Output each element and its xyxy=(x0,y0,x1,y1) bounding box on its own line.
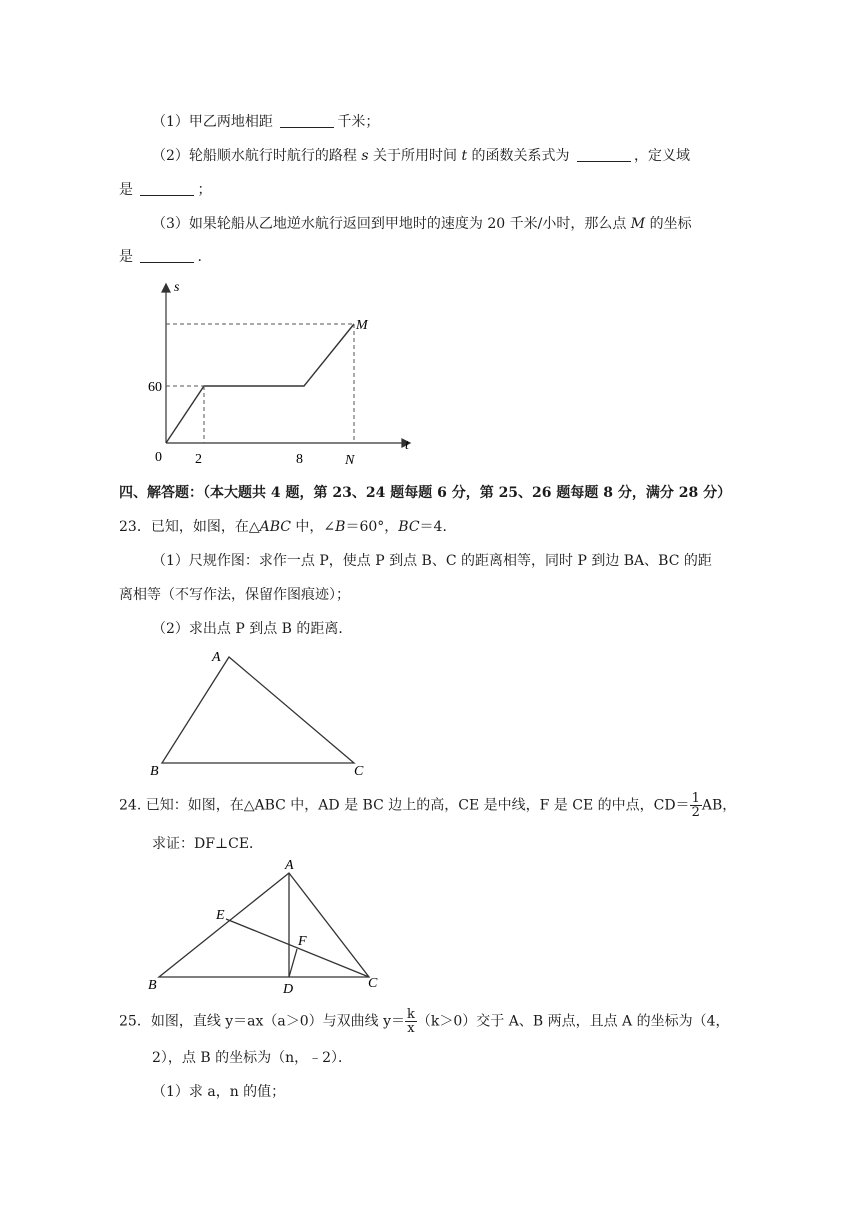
t-axis-label: t xyxy=(405,438,409,453)
q22-part1: （1）甲乙两地相距 千米； xyxy=(152,114,380,130)
point-M-label: M xyxy=(356,318,368,333)
q22-part2: （2）轮船顺水航行时航行的路程 s 关于所用时间 t 的函数关系式为 ，定义域 xyxy=(152,148,690,164)
q24-prove: 求证：DF⊥CE． xyxy=(152,836,264,852)
fraction-k-over-x: $\frac{k}{x}$ xyxy=(407,1007,415,1036)
vertex-E: E xyxy=(216,908,225,923)
q23-stem: 23．已知，如图，在△ABC 中，∠B＝60°，BC＝4． xyxy=(119,519,457,535)
q25-stem: 25．如图，直线 y＝ax（a＞0）与双曲线 y＝ $\frac{k}{x}$ （k＞0）交于 A、B 两点，且点 A 的坐标为（4， xyxy=(119,1007,730,1036)
section-heading: 四、解答题：（本大题共 4 题，第 23、24 题每题 6 分，第 25、26 题每题 8 分，满分 28 分） xyxy=(119,485,732,501)
q22-part3-cont: 是 . xyxy=(119,249,202,265)
answer-blank xyxy=(577,147,631,162)
q24-stem: 24. 已知：如图，在△ABC 中，AD 是 BC 边上的高，CE 是中线，F 是 CE 的中点，CD＝ $\frac{1}{2}$ AB， xyxy=(119,791,737,820)
triangle-abc-figure xyxy=(140,645,380,780)
vertex-B: B xyxy=(150,764,159,779)
triangle-abc xyxy=(162,657,354,763)
vertex-C: C xyxy=(368,976,378,991)
vertex-A: A xyxy=(285,858,294,873)
segment-DF xyxy=(289,949,297,977)
s-axis-label: s xyxy=(174,280,180,295)
vertex-D: D xyxy=(283,982,294,995)
answer-blank xyxy=(140,181,194,196)
triangle-abc-altitude-figure xyxy=(140,855,400,995)
q23-part1: （1）尺规作图：求作一点 P，使点 P 到点 B、C 的距离相等，同时 P 到边 BA、BC 的距 xyxy=(152,553,712,569)
q25-stem-cont: 2），点 B 的坐标为（n，﹣2）． xyxy=(152,1050,353,1066)
fraction-one-half: $\frac{1}{2}$ xyxy=(691,791,700,820)
answer-blank xyxy=(280,113,334,128)
q25-part1: （1）求 a，n 的值； xyxy=(152,1084,286,1100)
s-axis-arrow xyxy=(162,284,170,292)
vertex-C: C xyxy=(354,764,364,779)
tick-8: 8 xyxy=(296,452,303,467)
s-t-curve xyxy=(166,324,354,443)
distance-time-graph xyxy=(140,275,430,470)
vertex-A: A xyxy=(212,650,221,665)
answer-blank xyxy=(140,248,194,263)
tick-2: 2 xyxy=(195,452,202,467)
origin-label: 0 xyxy=(155,450,162,465)
q22-part3: （3）如果轮船从乙地逆水航行返回到甲地时的速度为 20 千米/小时，那么点 M 的坐标 xyxy=(152,216,692,232)
vertex-B: B xyxy=(148,978,157,993)
triangle-abc xyxy=(159,873,369,977)
q23-part2: （2）求出点 P 到点 B 的距离． xyxy=(152,621,353,637)
q22-part2-cont: 是 ； xyxy=(119,182,212,198)
tick-60: 60 xyxy=(148,380,162,395)
q23-part1-cont: 离相等（不写作法，保留作图痕迹）； xyxy=(119,587,350,603)
tick-N: N xyxy=(345,453,355,468)
vertex-F: F xyxy=(298,934,307,949)
